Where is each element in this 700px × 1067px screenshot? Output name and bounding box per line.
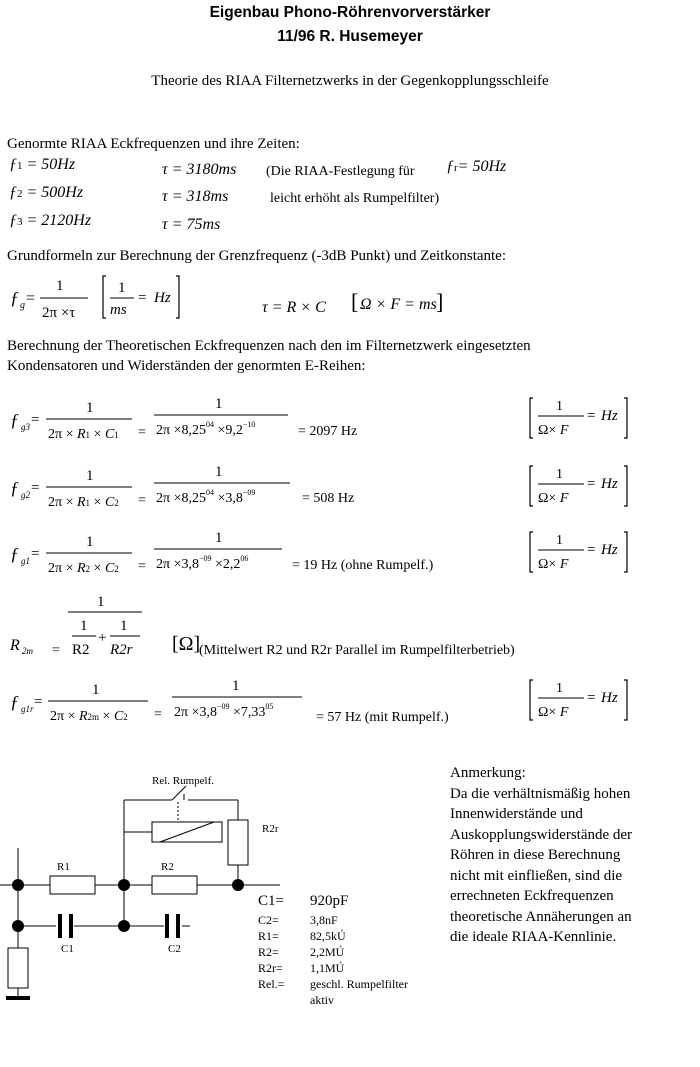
svg-text:g2: g2 [21,490,30,500]
svg-text:g: g [20,300,25,311]
annotation-note: Anmerkung: Da die verhältnismäßig hohen Innenwiderstände und Auskopplungswiderstände der Röhren in diese Berechnung nicht mit einfließen, sind die errechneten Eckfrequenzen theoretische Annäherungen an die ideale RIAA-Kennlinie. [450,765,633,945]
svg-text:ƒ: ƒ [10,544,19,564]
svg-text:2m: 2m [22,646,33,656]
svg-text:Hz: Hz [601,542,618,558]
svg-text:g1r: g1r [21,704,34,714]
svg-text:2π ×8,2504 ×9,2−10: $2\pi \times 8,25^{04} \times 9,2^{-10}$ [156,420,256,438]
svg-text:2π ×8,2504 ×3,8−09: $2\pi \times 8,25^{04} \times 3,8^{-09}$ [156,488,256,506]
svg-text:R2r: R2r [262,823,279,835]
svg-text:Hz: Hz [601,690,618,706]
svg-text:1: 1 [118,280,126,296]
svg-text:Hz: Hz [154,290,171,306]
unit-bracket-1 [530,398,627,438]
svg-text:+: + [98,630,107,646]
svg-text:ƒ: ƒ [10,692,19,712]
formula-fg2 [10,464,290,510]
svg-text:ƒ: ƒ [10,288,19,308]
svg-text:2π × R2 × C2: 2π × R2 × C2 [48,561,119,576]
bracket-left: [ [351,289,359,314]
svg-text:1: 1 [556,533,563,548]
formula-fg3 [10,396,288,442]
result-r2m-note: (Mittelwert R2 und R2r Parallel im Rumpelfilterbetrieb) [199,643,515,658]
formula-r2m [9,594,200,658]
svg-text:ƒ: ƒ [10,410,19,430]
result-fg2: = 508 Hz [302,491,355,506]
svg-text:R: R [10,637,20,654]
svg-text:R2: R2 [72,642,90,658]
result-fg1r: = 57 Hz (mit Rumpelf.) [316,710,449,725]
result-fg1: = 19 Hz (ohne Rumpelf.) [292,558,434,573]
svg-text:2π × R2m × C2: 2π × R2m × C2 [50,709,128,724]
freq-row-1: ƒ1 = 50Hz [9,156,76,173]
svg-text:Ω× F: Ω× F [538,705,569,720]
unit-bracket-3 [530,532,627,572]
section-heading-formulas: Grundformeln zur Berechnung der Grenzfrequenz (-3dB Punkt) und Zeitkonstante: [7,248,507,264]
svg-text:=: = [31,546,40,562]
svg-text:=: = [587,542,596,558]
svg-text:Ω× F: Ω× F [538,423,569,438]
result-fg3: = 2097 Hz [298,424,358,439]
bracket-right: ] [436,289,444,314]
svg-text:1: 1 [556,681,563,696]
svg-text:1: 1 [86,468,94,484]
riaa-note-formula: ƒr= 50Hz [446,158,507,175]
base-formula-unit: Ω × F = ms [360,296,437,313]
formula-fg1 [10,530,282,576]
svg-text:g1: g1 [21,556,30,566]
svg-text:1: 1 [232,678,240,694]
freq-row-3: ƒ3 = 2120Hz [9,212,92,229]
tau-row-3: τ = 75ms [162,216,221,233]
svg-text:=: = [138,559,146,574]
svg-text:1: 1 [120,618,128,634]
svg-text:2π ×3,8−09 ×2,206: $2\pi \times 3,8^{-09} \times 2,2^{06}$ [156,554,249,572]
svg-text:Hz: Hz [601,476,618,492]
svg-text:[Ω]: [Ω] [172,633,201,655]
svg-text:1: 1 [215,396,223,412]
page-author-date: 11/96 R. Husemeyer [277,28,423,45]
svg-text:R2r: R2r [110,642,133,658]
svg-text:2π ×τ: 2π ×τ [42,305,76,321]
svg-text:Hz: Hz [601,408,618,424]
svg-text:1: 1 [86,400,94,416]
section-heading-calc-line2: Kondensatoren und Widerständen der genormten E-Reihen: [7,358,366,374]
svg-text:=: = [138,290,147,306]
svg-text:g3: g3 [21,422,30,432]
freq-row-2: ƒ2 = 500Hz [9,184,84,201]
svg-text:ƒ: ƒ [10,478,19,498]
svg-text:1: 1 [86,534,94,550]
section-heading-riaa: Genormte RIAA Eckfrequenzen und ihre Zeiten: [7,136,300,152]
svg-text:2π ×3,8−09 ×7,3305: $2\pi \times 3,8^{-09} \times 7,33^{05}$ [174,702,274,720]
svg-text:=: = [34,694,43,710]
svg-text:1: 1 [556,399,563,414]
svg-text:1: 1 [556,467,563,482]
svg-text:=: = [587,408,596,424]
svg-text:=: = [154,707,162,722]
svg-text:=: = [138,425,146,440]
svg-text:=: = [138,493,146,508]
riaa-note-line1: (Die RIAA-Festlegung für [266,164,415,179]
svg-text:1: 1 [97,594,105,610]
svg-text:ms: ms [110,302,127,318]
svg-text:=: = [587,476,596,492]
svg-text:2π × R1 × C1: 2π × R1 × C1 [48,427,119,442]
svg-text:1: 1 [56,278,64,294]
tau-row-2: τ = 318ms [162,188,229,205]
svg-text:=: = [26,290,36,307]
svg-text:=: = [52,643,60,658]
svg-text:C1: C1 [61,943,74,955]
relay-label: Rel. Rumpelf. [152,775,215,787]
svg-text:1: 1 [215,530,223,546]
svg-text:R1: R1 [57,861,70,873]
riaa-note-line2: leicht erhöht als Rumpelfilter) [270,191,440,206]
component-list: C1= 920pF C2= 3,8nF R1= 82,5kÚ R2= 2,2MÚ R2r= 1,1MÚ Rel.= geschl. Rumpelfilter aktiv [258,893,408,1007]
svg-text:Ω× F: Ω× F [538,491,569,506]
svg-text:=: = [587,690,596,706]
svg-text:C2: C2 [168,943,181,955]
page-subtitle: Theorie des RIAA Filternetzwerks in der Gegenkopplungsschleife [151,73,549,89]
page-title: Eigenbau Phono-Röhrenvorverstärker [209,4,491,21]
svg-text:1: 1 [92,682,100,698]
svg-text:R2: R2 [161,861,174,873]
unit-bracket-2 [530,466,627,506]
svg-text:2π × R1 × C2: 2π × R1 × C2 [48,495,119,510]
formula-fg1r [10,678,302,724]
svg-text:1: 1 [80,618,88,634]
section-heading-calc-line1: Berechnung der Theoretischen Eckfrequenzen nach den im Filternetzwerk eingesetzten [7,338,531,354]
tau-row-1: τ = 3180ms [162,161,237,178]
svg-text:=: = [31,412,40,428]
unit-bracket-4 [530,680,627,720]
svg-text:Ω× F: Ω× F [538,557,569,572]
base-formula-fg [0,268,700,328]
svg-text:=: = [31,480,40,496]
base-formula-tau: τ = R × C [262,299,326,316]
svg-text:1: 1 [215,464,223,480]
